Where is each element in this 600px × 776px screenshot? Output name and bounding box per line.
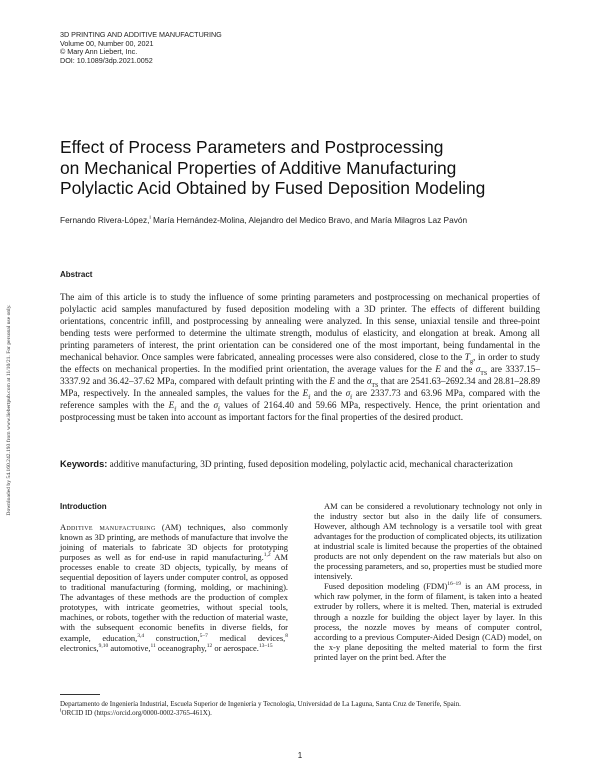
right-column [314, 501, 542, 662]
title-line: Polylactic Acid Obtained by Fused Deposition Modeling [60, 178, 486, 198]
intro-paragraph: AM can be considered a revolutionary technology not only in the industry sector but also in the daily life of consumers. However, although AM technology is a versatile tool with great advantages for the production of complicated objects, its utilization at industrial scale is limited because the properties of the obtained products are not only dependent on the raw materials but also on the processing parameters, and so, properties must be studied more intensively. [314, 501, 542, 582]
keywords [60, 458, 540, 471]
orcid-mark: i [149, 215, 151, 222]
article-title [60, 137, 540, 199]
copyright: © Mary Ann Liebert, Inc. [60, 47, 138, 57]
volume-info: Volume 00, Number 00, 2021 [60, 38, 154, 48]
title-line: Effect of Process Parameters and Postprocessing [60, 137, 444, 157]
left-column [60, 522, 288, 653]
doi: DOI: 10.1089/3dp.2021.0052 [60, 55, 153, 65]
footnotes [60, 700, 540, 717]
download-note [2, 250, 16, 570]
download-note-text: Downloaded by 54.160.242.193 from www.liebertpub.com at 11/10/21. For personal use only. [6, 304, 12, 516]
journal-name: 3D PRINTING AND ADDITIVE MANUFACTURING [60, 30, 222, 39]
affiliation: Departamento de Ingeniería Industrial, Escuela Superior de Ingeniería y Tecnología, Universidad de La Laguna, Santa Cruz de Tenerife, Spain. [60, 700, 461, 708]
keywords-label: Keywords: [60, 459, 108, 469]
title-line: on Mechanical Properties of Additive Manufacturing [60, 157, 457, 178]
orcid-note: $^i$ORCID ID (https://orcid.org/0000-0002-3765-461X). [60, 707, 212, 717]
intro-paragraph: Additive manufacturing (AM) techniques, also commonly known as 3D printing, are methods of manufacture that involve the joining of materials to fabricate 3D objects for prototyping purposes as well as for end-use in rapid manufacturing.$^{1,2}$ AM processes enable to create 3D objects, typically, by means of sequential deposition of layers under computer control, as opposed to traditional manufacturing (forming, molding, or machining). The advantages of these methods are the production of complex prototypes, with intricate geometries, without special tools, machines, or robots, together with the reduction of material waste, with the subsequent economic benefits in diverse fields, for example, education,$^{3,4}$ construction,$^{5-7}$ medical devices,$^8$ electronics,$^{9,10}$ automotive,$^{11}$ oceanography,$^{12}$ or aerospace.$^{13-15}$ [60, 522, 288, 653]
introduction-heading: Introduction [60, 502, 107, 511]
page-number: 1 [297, 751, 303, 760]
other-authors: María Hernández-Molina, Alejandro del Medico Bravo, and María Milagros Laz Pavón [150, 215, 468, 225]
abstract-heading: Abstract [60, 270, 93, 279]
journal-header [60, 31, 222, 65]
keywords-text: additive manufacturing, 3D printing, fused deposition modeling, polylactic acid, mechanical characterization [107, 460, 513, 470]
author-list [60, 215, 467, 225]
intro-paragraph: Fused deposition modeling (FDM)$^{16-19}$ is an AM process, in which raw polymer, in the form of filament, is taken into a heated extruder by rollers, where it is melted. Then, material is extruded through a nozzle for building the object layer by layer. In this process, the nozzle moves by means of computer control, according to a previous Computer-Aided Design (CAD) model, on the x-y plane depositing the melted material to form the first printed layer on the print bed. After the [314, 581, 542, 662]
footnote-rule [60, 694, 100, 695]
abstract-body: The aim of this article is to study the influence of some printing parameters and postprocessing on mechanical properties of polylactic acid samples manufactured by fused deposition modeling with a 3D printer. The effects of different building orientations, concentric infill, and postprocessing by annealing were analyzed. In this sense, uniaxial tensile and three-point bending tests were performed to determine the ultimate strength, modulus of elasticity, and elongation at break. Among all printing parameters of interest, the print orientation can be considered one of the most important, being fundamental in the mechanical behavior. Once samples were fabricated, annealing processes were also considered, close to the $T_g$, in order to study the effects on mechanical properties. In the modified print orientation, the average values for the E and the $\sigma_{TS}$ are 3337.15–3337.92 and 36.42–37.62 MPa, compared with default printing with the E and the $\sigma_{TS}$ that are 2541.63–2692.34 and 28.81–28.89 MPa, respectively. In the annealed samples, the values for the $E_f$ and the $\sigma_f$ are 2337.73 and 63.96 MPa, compared with the reference samples with the $E_f$ and the $\sigma_f$ values of 2164.40 and 59.66 MPa, respectively. Hence, the print orientation and postprocessing must be taken into account as important factors for the final properties of the desired product. [60, 293, 541, 424]
first-author: Fernando Rivera-López, [60, 215, 150, 225]
